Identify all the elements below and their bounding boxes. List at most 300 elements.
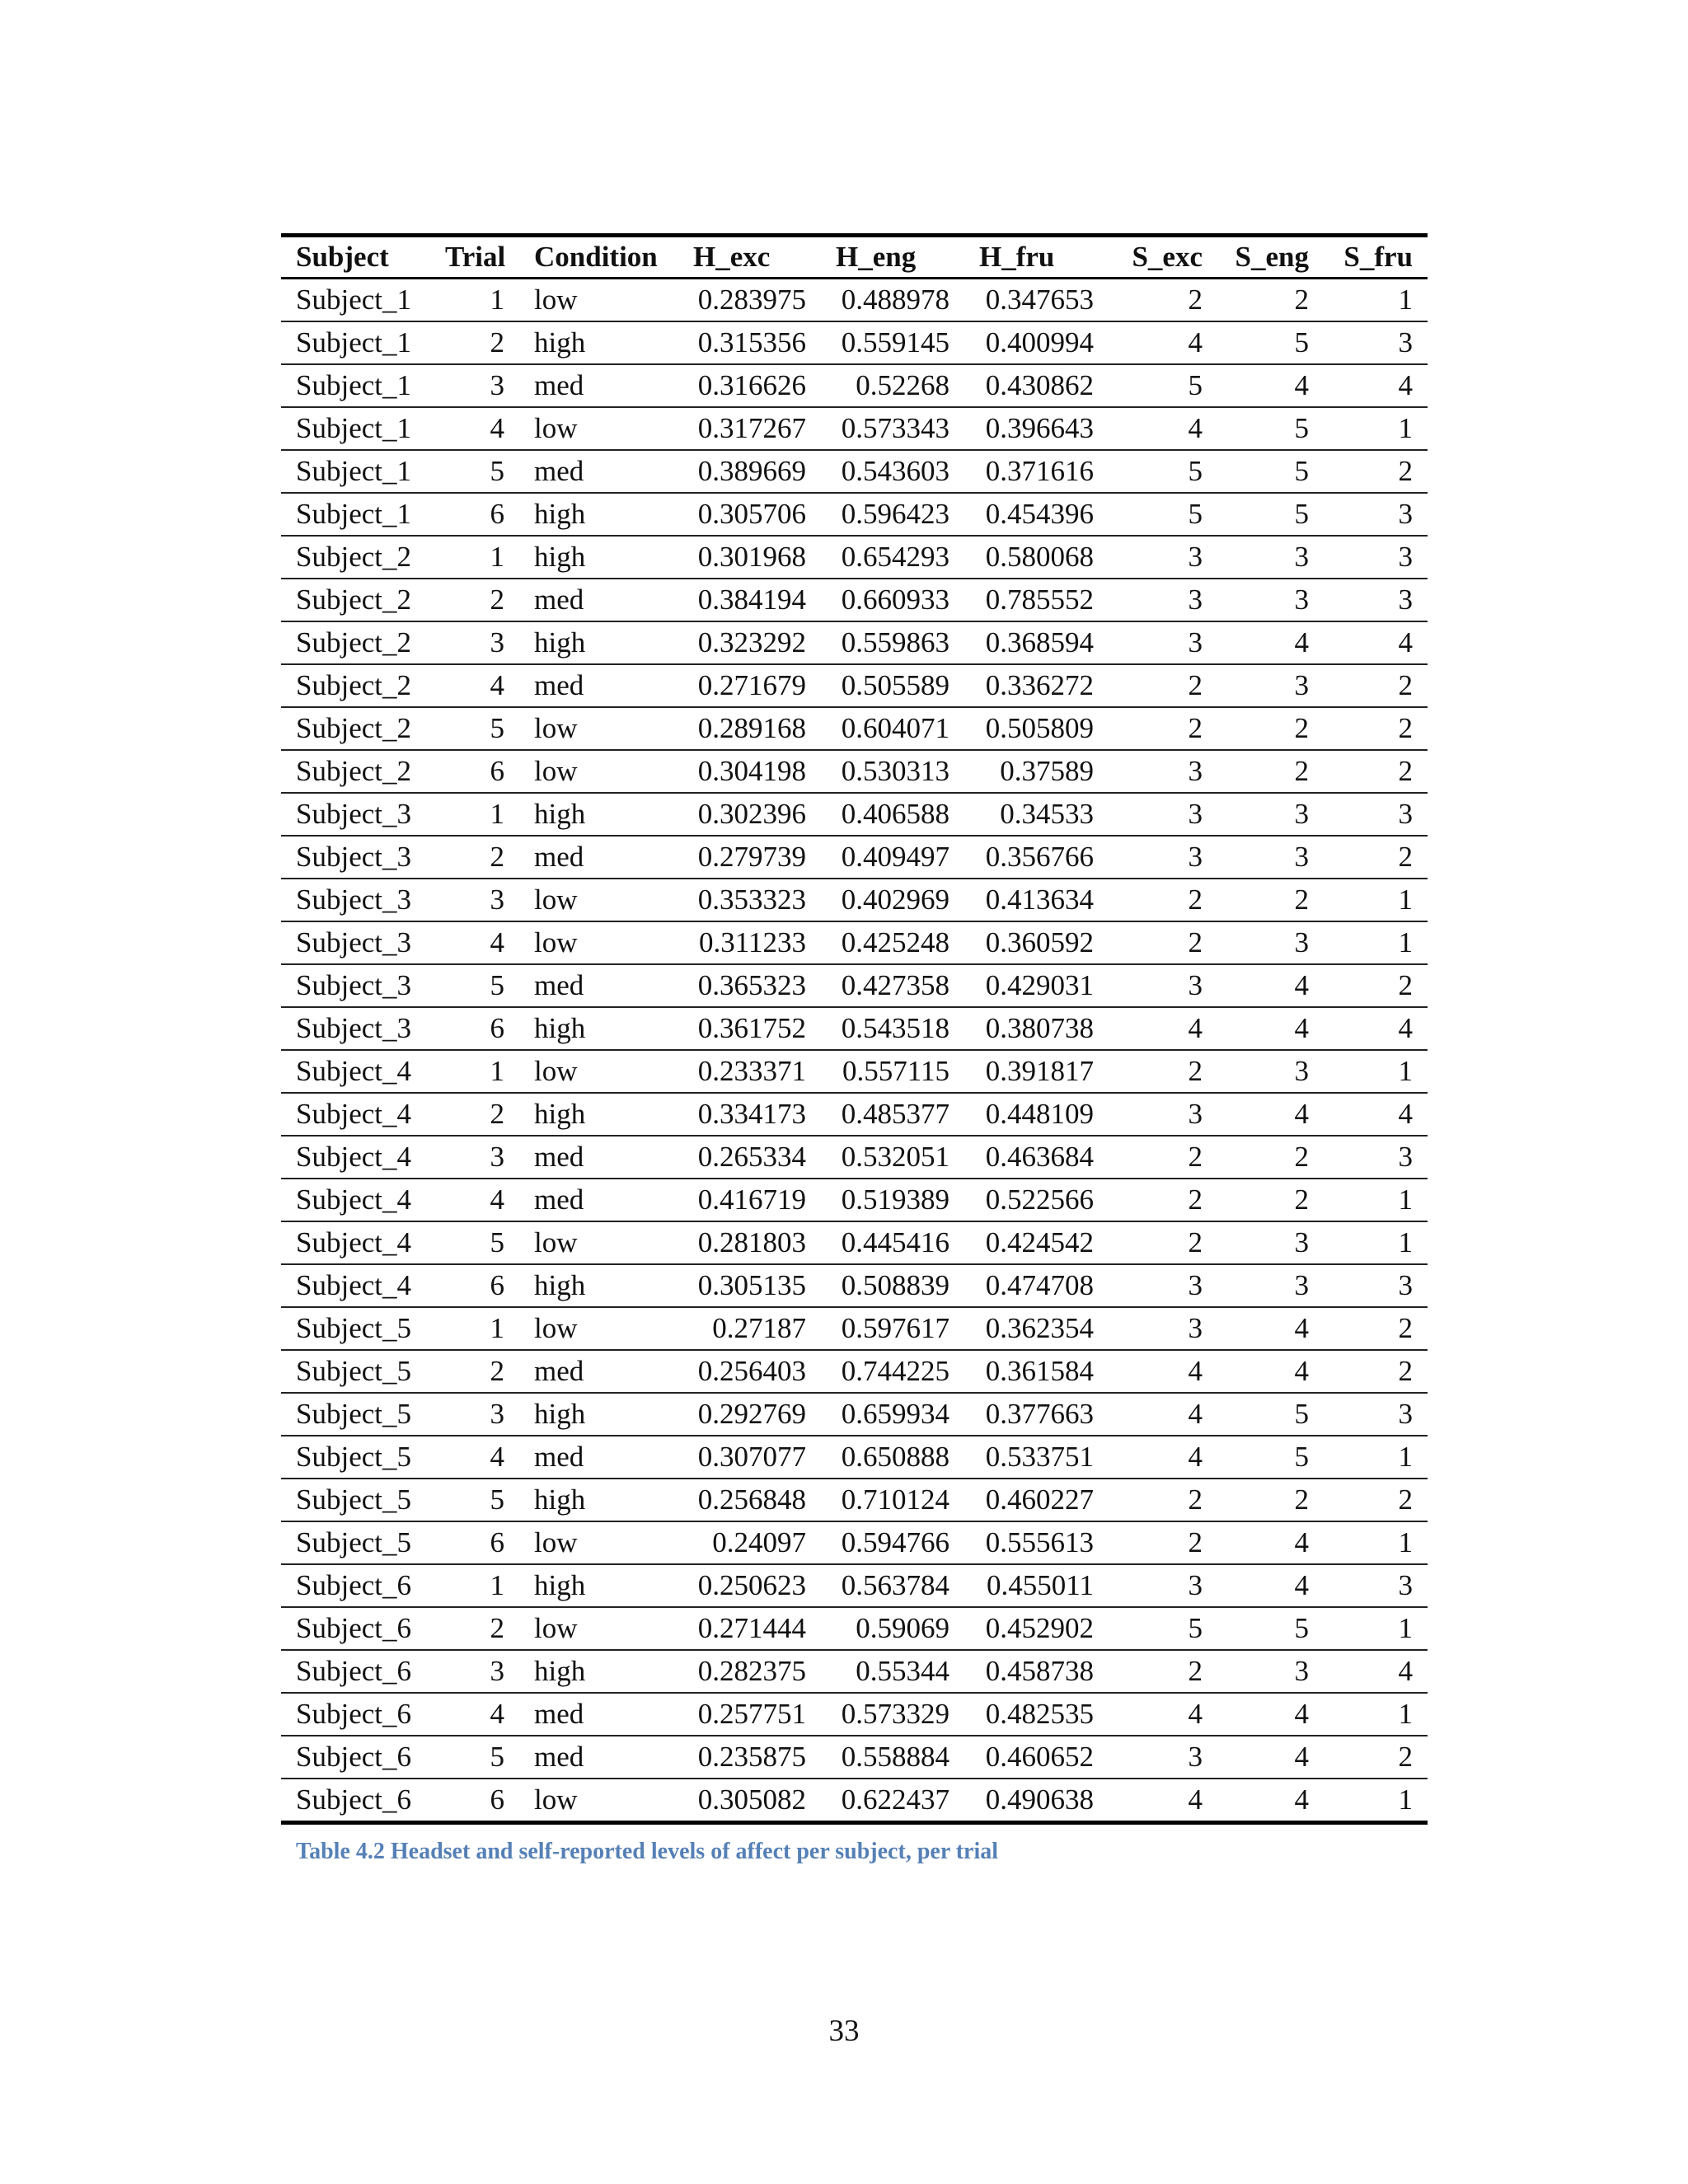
- cell-s-exc: 2: [1188, 1226, 1203, 1258]
- cell-trial: 2: [490, 1612, 504, 1644]
- cell-subject: Subject_5: [296, 1441, 411, 1473]
- cell-s-exc: 3: [1188, 798, 1203, 830]
- cell-condition: low: [534, 1055, 578, 1087]
- cell-h-exc: 0.250623: [697, 1569, 806, 1601]
- cell-subject: Subject_2: [296, 583, 411, 616]
- cell-h-eng: 0.654293: [841, 541, 950, 573]
- cell-subject: Subject_6: [296, 1698, 411, 1730]
- cell-trial: 2: [490, 583, 504, 616]
- column-header-subject: Subject: [296, 241, 389, 273]
- cell-h-fru: 0.460652: [985, 1741, 1094, 1773]
- cell-trial: 5: [490, 1483, 504, 1516]
- cell-h-eng: 0.744225: [841, 1355, 950, 1387]
- table-row: [281, 1736, 1428, 1779]
- cell-s-fru: 2: [1398, 1741, 1413, 1773]
- cell-subject: Subject_2: [296, 669, 411, 701]
- table-row: [281, 750, 1428, 793]
- cell-h-eng: 0.650888: [841, 1441, 950, 1473]
- cell-subject: Subject_2: [296, 541, 411, 573]
- cell-s-fru: 1: [1398, 926, 1413, 958]
- cell-h-fru: 0.413634: [985, 883, 1094, 916]
- cell-h-eng: 0.594766: [841, 1526, 950, 1558]
- cell-s-exc: 5: [1188, 455, 1203, 487]
- cell-h-exc: 0.323292: [697, 626, 806, 658]
- cell-h-fru: 0.377663: [985, 1398, 1094, 1430]
- cell-h-eng: 0.505589: [841, 669, 950, 701]
- cell-s-fru: 3: [1398, 1569, 1413, 1601]
- cell-s-exc: 2: [1188, 1526, 1203, 1558]
- cell-s-exc: 4: [1188, 1012, 1203, 1044]
- cell-condition: med: [534, 1441, 584, 1473]
- cell-trial: 1: [490, 284, 504, 316]
- cell-h-fru: 0.430862: [985, 369, 1094, 401]
- cell-h-exc: 0.256403: [697, 1355, 806, 1387]
- table-caption: Table 4.2 Headset and self-reported levels of affect per subject, per trial: [296, 1839, 999, 1864]
- cell-s-exc: 3: [1188, 841, 1203, 873]
- cell-h-exc: 0.279739: [697, 841, 806, 873]
- cell-s-fru: 4: [1398, 1098, 1413, 1130]
- cell-subject: Subject_3: [296, 841, 411, 873]
- cell-subject: Subject_3: [296, 1012, 411, 1044]
- cell-h-fru: 0.360592: [985, 926, 1094, 958]
- cell-h-exc: 0.257751: [697, 1698, 806, 1730]
- cell-condition: low: [534, 1312, 578, 1344]
- cell-s-eng: 4: [1294, 1569, 1309, 1601]
- cell-trial: 4: [490, 926, 504, 958]
- cell-s-eng: 5: [1294, 326, 1309, 359]
- table-row: [281, 621, 1428, 664]
- cell-h-exc: 0.235875: [697, 1741, 806, 1773]
- column-header-trial: Trial: [445, 241, 506, 273]
- cell-h-exc: 0.305082: [697, 1783, 806, 1816]
- cell-h-exc: 0.305135: [697, 1269, 806, 1301]
- cell-s-exc: 3: [1188, 1312, 1203, 1344]
- cell-h-fru: 0.362354: [985, 1312, 1094, 1344]
- cell-s-exc: 5: [1188, 498, 1203, 530]
- cell-trial: 6: [490, 1269, 504, 1301]
- cell-s-exc: 4: [1188, 1355, 1203, 1387]
- cell-h-exc: 0.316626: [697, 369, 806, 401]
- cell-h-eng: 0.543518: [841, 1012, 950, 1044]
- cell-subject: Subject_4: [296, 1055, 411, 1087]
- cell-condition: med: [534, 1741, 584, 1773]
- cell-s-exc: 3: [1188, 755, 1203, 787]
- cell-h-exc: 0.353323: [697, 883, 806, 916]
- cell-h-eng: 0.622437: [841, 1783, 950, 1816]
- cell-s-eng: 2: [1294, 712, 1309, 744]
- cell-s-eng: 4: [1294, 1741, 1309, 1773]
- cell-h-fru: 0.371616: [985, 455, 1094, 487]
- cell-subject: Subject_2: [296, 755, 411, 787]
- cell-h-exc: 0.302396: [697, 798, 806, 830]
- cell-s-eng: 3: [1294, 669, 1309, 701]
- cell-subject: Subject_1: [296, 455, 411, 487]
- cell-subject: Subject_6: [296, 1741, 411, 1773]
- cell-trial: 4: [490, 1698, 504, 1730]
- cell-condition: high: [534, 1398, 586, 1430]
- cell-h-exc: 0.301968: [697, 541, 806, 573]
- cell-s-fru: 3: [1398, 1398, 1413, 1430]
- cell-h-fru: 0.522566: [985, 1183, 1094, 1216]
- cell-h-eng: 0.485377: [841, 1098, 950, 1130]
- cell-subject: Subject_3: [296, 969, 411, 1001]
- cell-h-exc: 0.307077: [697, 1441, 806, 1473]
- cell-h-eng: 0.508839: [841, 1269, 950, 1301]
- cell-subject: Subject_6: [296, 1569, 411, 1601]
- cell-h-fru: 0.460227: [985, 1483, 1094, 1516]
- table-row: [281, 1050, 1428, 1093]
- table-header: [281, 236, 1428, 279]
- cell-s-eng: 2: [1294, 1141, 1309, 1173]
- cell-s-fru: 1: [1398, 1783, 1413, 1816]
- cell-h-eng: 0.532051: [841, 1141, 950, 1173]
- cell-h-fru: 0.505809: [985, 712, 1094, 744]
- cell-subject: Subject_5: [296, 1483, 411, 1516]
- cell-trial: 5: [490, 455, 504, 487]
- cell-s-fru: 3: [1398, 541, 1413, 573]
- cell-s-fru: 3: [1398, 1269, 1413, 1301]
- cell-condition: med: [534, 969, 584, 1001]
- cell-s-exc: 3: [1188, 1569, 1203, 1601]
- table-row: [281, 1779, 1428, 1823]
- cell-s-eng: 3: [1294, 926, 1309, 958]
- cell-h-eng: 0.660933: [841, 583, 950, 616]
- cell-s-exc: 3: [1188, 1098, 1203, 1130]
- cell-subject: Subject_3: [296, 926, 411, 958]
- cell-s-eng: 3: [1294, 1269, 1309, 1301]
- cell-s-fru: 2: [1398, 669, 1413, 701]
- cell-h-fru: 0.396643: [985, 412, 1094, 444]
- cell-condition: high: [534, 1483, 586, 1516]
- cell-subject: Subject_3: [296, 798, 411, 830]
- cell-h-fru: 0.533751: [985, 1441, 1094, 1473]
- cell-s-fru: 2: [1398, 455, 1413, 487]
- cell-h-fru: 0.37589: [1000, 755, 1094, 787]
- cell-h-eng: 0.530313: [841, 755, 950, 787]
- table-row: [281, 1007, 1428, 1050]
- cell-subject: Subject_4: [296, 1141, 411, 1173]
- table-row: [281, 536, 1428, 579]
- cell-s-exc: 3: [1188, 541, 1203, 573]
- cell-condition: med: [534, 369, 584, 401]
- cell-subject: Subject_6: [296, 1655, 411, 1687]
- cell-h-exc: 0.292769: [697, 1398, 806, 1430]
- cell-trial: 5: [490, 712, 504, 744]
- cell-subject: Subject_1: [296, 326, 411, 359]
- cell-s-eng: 5: [1294, 412, 1309, 444]
- cell-h-eng: 0.406588: [841, 798, 950, 830]
- cell-h-eng: 0.604071: [841, 712, 950, 744]
- cell-s-exc: 4: [1188, 412, 1203, 444]
- cell-condition: high: [534, 326, 586, 359]
- cell-s-eng: 4: [1294, 369, 1309, 401]
- affect-levels-table: [281, 233, 1428, 1825]
- cell-s-exc: 4: [1188, 326, 1203, 359]
- cell-trial: 5: [490, 969, 504, 1001]
- table-row: [281, 1179, 1428, 1221]
- cell-subject: Subject_5: [296, 1355, 411, 1387]
- cell-s-eng: 4: [1294, 1526, 1309, 1558]
- cell-h-eng: 0.573343: [841, 412, 950, 444]
- cell-subject: Subject_4: [296, 1183, 411, 1216]
- cell-s-exc: 4: [1188, 1441, 1203, 1473]
- cell-trial: 3: [490, 1655, 504, 1687]
- cell-h-eng: 0.573329: [841, 1698, 950, 1730]
- cell-h-exc: 0.304198: [697, 755, 806, 787]
- cell-subject: Subject_6: [296, 1783, 411, 1816]
- cell-h-fru: 0.785552: [985, 583, 1094, 616]
- cell-condition: high: [534, 1098, 586, 1130]
- cell-s-fru: 3: [1398, 498, 1413, 530]
- table-header-row: [281, 236, 1428, 279]
- cell-h-eng: 0.425248: [841, 926, 950, 958]
- cell-s-fru: 1: [1398, 1226, 1413, 1258]
- table-row: [281, 1136, 1428, 1179]
- cell-h-exc: 0.256848: [697, 1483, 806, 1516]
- cell-s-eng: 4: [1294, 626, 1309, 658]
- cell-subject: Subject_4: [296, 1269, 411, 1301]
- table-row: [281, 664, 1428, 707]
- cell-h-eng: 0.59069: [856, 1612, 950, 1644]
- table-row: [281, 1221, 1428, 1264]
- cell-h-eng: 0.557115: [842, 1055, 950, 1087]
- table-row: [281, 321, 1428, 364]
- cell-h-eng: 0.55344: [856, 1655, 950, 1687]
- cell-h-eng: 0.596423: [841, 498, 950, 530]
- cell-h-fru: 0.361584: [985, 1355, 1094, 1387]
- table-row: [281, 964, 1428, 1007]
- cell-h-eng: 0.488978: [841, 284, 950, 316]
- cell-condition: low: [534, 755, 578, 787]
- cell-condition: med: [534, 1355, 584, 1387]
- cell-h-exc: 0.311233: [699, 926, 806, 958]
- cell-trial: 6: [490, 498, 504, 530]
- cell-s-eng: 2: [1294, 1483, 1309, 1516]
- cell-h-eng: 0.52268: [856, 369, 950, 401]
- cell-trial: 5: [490, 1226, 504, 1258]
- cell-s-fru: 2: [1398, 969, 1413, 1001]
- cell-h-eng: 0.543603: [841, 455, 950, 487]
- cell-s-exc: 3: [1188, 1741, 1203, 1773]
- cell-s-exc: 2: [1188, 669, 1203, 701]
- cell-h-fru: 0.400994: [985, 326, 1094, 359]
- cell-trial: 1: [490, 1055, 504, 1087]
- cell-h-exc: 0.265334: [697, 1141, 806, 1173]
- cell-h-fru: 0.448109: [985, 1098, 1094, 1130]
- cell-s-eng: 4: [1294, 1355, 1309, 1387]
- cell-s-exc: 2: [1188, 1055, 1203, 1087]
- table-row: [281, 1521, 1428, 1564]
- cell-trial: 4: [490, 412, 504, 444]
- cell-h-exc: 0.289168: [697, 712, 806, 744]
- cell-s-fru: 2: [1398, 755, 1413, 787]
- cell-subject: Subject_4: [296, 1226, 411, 1258]
- cell-h-fru: 0.356766: [985, 841, 1094, 873]
- cell-s-fru: 2: [1398, 712, 1413, 744]
- cell-h-exc: 0.282375: [697, 1655, 806, 1687]
- cell-trial: 2: [490, 1355, 504, 1387]
- cell-condition: high: [534, 541, 586, 573]
- cell-h-eng: 0.559145: [841, 326, 950, 359]
- cell-condition: low: [534, 284, 578, 316]
- cell-h-exc: 0.384194: [697, 583, 806, 616]
- cell-h-fru: 0.34533: [1000, 798, 1094, 830]
- cell-trial: 3: [490, 1141, 504, 1173]
- cell-h-exc: 0.315356: [697, 326, 806, 359]
- cell-s-fru: 3: [1398, 798, 1413, 830]
- cell-h-fru: 0.490638: [985, 1783, 1094, 1816]
- cell-s-exc: 2: [1188, 1483, 1203, 1516]
- page-number: 33: [828, 2014, 860, 2048]
- cell-subject: Subject_1: [296, 412, 411, 444]
- table-row: [281, 1693, 1428, 1736]
- cell-s-fru: 3: [1398, 326, 1413, 359]
- cell-s-eng: 3: [1294, 583, 1309, 616]
- cell-h-exc: 0.365323: [697, 969, 806, 1001]
- cell-s-eng: 3: [1294, 841, 1309, 873]
- cell-h-eng: 0.710124: [841, 1483, 950, 1516]
- cell-s-fru: 3: [1398, 583, 1413, 616]
- table-row: [281, 1393, 1428, 1436]
- cell-h-eng: 0.519389: [841, 1183, 950, 1216]
- cell-h-fru: 0.391817: [985, 1055, 1094, 1087]
- cell-h-fru: 0.463684: [985, 1141, 1094, 1173]
- cell-s-eng: 2: [1294, 284, 1309, 316]
- column-header-s-exc: S_exc: [1132, 241, 1203, 273]
- cell-h-fru: 0.474708: [985, 1269, 1094, 1301]
- cell-h-exc: 0.389669: [697, 455, 806, 487]
- cell-trial: 4: [490, 1183, 504, 1216]
- cell-condition: high: [534, 498, 586, 530]
- cell-s-fru: 1: [1398, 883, 1413, 916]
- cell-s-eng: 3: [1294, 1655, 1309, 1687]
- cell-condition: med: [534, 1183, 584, 1216]
- cell-trial: 3: [490, 369, 504, 401]
- cell-s-eng: 3: [1294, 1226, 1309, 1258]
- cell-trial: 3: [490, 1398, 504, 1430]
- cell-condition: low: [534, 926, 578, 958]
- cell-condition: low: [534, 1783, 578, 1816]
- cell-s-exc: 2: [1188, 1141, 1203, 1173]
- cell-subject: Subject_5: [296, 1312, 411, 1344]
- table-row: [281, 364, 1428, 407]
- cell-trial: 5: [490, 1741, 504, 1773]
- cell-s-eng: 4: [1294, 1098, 1309, 1130]
- table-row: [281, 1479, 1428, 1521]
- cell-trial: 3: [490, 626, 504, 658]
- cell-s-fru: 4: [1398, 1655, 1413, 1687]
- cell-s-fru: 4: [1398, 369, 1413, 401]
- cell-s-exc: 4: [1188, 1783, 1203, 1816]
- cell-s-fru: 2: [1398, 841, 1413, 873]
- table-row: [281, 1436, 1428, 1479]
- cell-s-eng: 2: [1294, 883, 1309, 916]
- cell-h-fru: 0.336272: [985, 669, 1094, 701]
- cell-condition: low: [534, 1526, 578, 1558]
- cell-condition: high: [534, 626, 586, 658]
- cell-condition: high: [534, 1655, 586, 1687]
- cell-s-fru: 2: [1398, 1312, 1413, 1344]
- cell-h-fru: 0.424542: [985, 1226, 1094, 1258]
- cell-h-exc: 0.283975: [697, 284, 806, 316]
- cell-s-eng: 5: [1294, 1612, 1309, 1644]
- cell-s-fru: 4: [1398, 1012, 1413, 1044]
- cell-s-fru: 1: [1398, 1183, 1413, 1216]
- table-row: [281, 1307, 1428, 1350]
- cell-s-fru: 4: [1398, 626, 1413, 658]
- column-header-h-fru: H_fru: [979, 241, 1055, 273]
- cell-h-exc: 0.416719: [697, 1183, 806, 1216]
- cell-s-fru: 2: [1398, 1483, 1413, 1516]
- cell-s-fru: 1: [1398, 284, 1413, 316]
- cell-h-fru: 0.368594: [985, 626, 1094, 658]
- cell-trial: 3: [490, 883, 504, 916]
- cell-h-exc: 0.271679: [697, 669, 806, 701]
- cell-trial: 1: [490, 1569, 504, 1601]
- cell-s-exc: 2: [1188, 926, 1203, 958]
- cell-s-eng: 3: [1294, 1055, 1309, 1087]
- cell-trial: 6: [490, 1783, 504, 1816]
- cell-trial: 2: [490, 1098, 504, 1130]
- affect-table-container: [281, 233, 1428, 1825]
- table-row: [281, 1264, 1428, 1307]
- table-row: [281, 879, 1428, 921]
- cell-trial: 6: [490, 755, 504, 787]
- cell-subject: Subject_1: [296, 498, 411, 530]
- cell-trial: 1: [490, 541, 504, 573]
- cell-subject: Subject_1: [296, 284, 411, 316]
- cell-condition: low: [534, 712, 578, 744]
- table-row: [281, 1607, 1428, 1650]
- cell-trial: 4: [490, 1441, 504, 1473]
- cell-subject: Subject_2: [296, 712, 411, 744]
- cell-s-eng: 5: [1294, 1441, 1309, 1473]
- table-row: [281, 579, 1428, 621]
- cell-trial: 4: [490, 669, 504, 701]
- cell-h-fru: 0.429031: [985, 969, 1094, 1001]
- cell-s-eng: 4: [1294, 1312, 1309, 1344]
- cell-h-fru: 0.380738: [985, 1012, 1094, 1044]
- cell-condition: low: [534, 1226, 578, 1258]
- cell-s-exc: 5: [1188, 369, 1203, 401]
- cell-h-eng: 0.597617: [841, 1312, 950, 1344]
- cell-h-eng: 0.445416: [841, 1226, 950, 1258]
- cell-s-fru: 1: [1398, 1055, 1413, 1087]
- cell-s-eng: 2: [1294, 755, 1309, 787]
- cell-h-exc: 0.24097: [712, 1526, 806, 1558]
- cell-s-exc: 2: [1188, 1183, 1203, 1216]
- cell-condition: high: [534, 1012, 586, 1044]
- table-row: [281, 707, 1428, 750]
- cell-subject: Subject_5: [296, 1398, 411, 1430]
- cell-h-fru: 0.482535: [985, 1698, 1094, 1730]
- cell-h-eng: 0.563784: [841, 1569, 950, 1601]
- cell-h-eng: 0.559863: [841, 626, 950, 658]
- cell-condition: high: [534, 798, 586, 830]
- cell-h-exc: 0.334173: [697, 1098, 806, 1130]
- cell-trial: 1: [490, 798, 504, 830]
- column-header-s-eng: S_eng: [1235, 241, 1309, 273]
- table-row: [281, 493, 1428, 536]
- cell-s-exc: 4: [1188, 1698, 1203, 1730]
- table-row: [281, 450, 1428, 493]
- table-row: [281, 279, 1428, 322]
- table-row: [281, 1350, 1428, 1393]
- cell-s-eng: 4: [1294, 1698, 1309, 1730]
- cell-condition: med: [534, 841, 584, 873]
- cell-s-fru: 1: [1398, 1698, 1413, 1730]
- cell-trial: 1: [490, 1312, 504, 1344]
